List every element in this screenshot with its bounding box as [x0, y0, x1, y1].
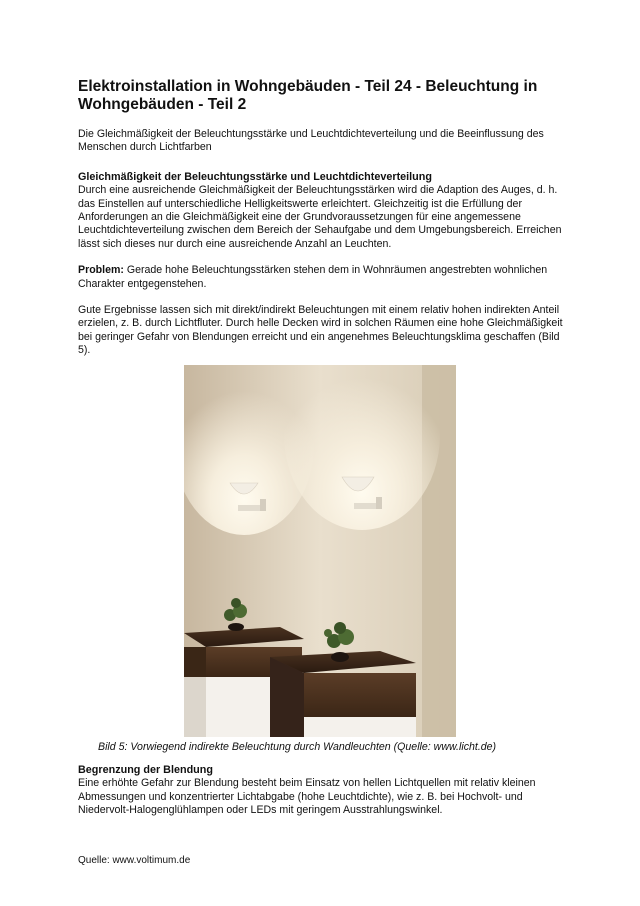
side-table-right: [270, 651, 416, 737]
figure-wall-lights-photo: [184, 365, 456, 737]
problem-label: Problem:: [78, 264, 124, 277]
document-page: [78, 78, 564, 817]
figure-caption: Bild 5: Vorwiegend indirekte Beleuchtung durch Wandleuchten (Quelle: www.licht.de): [98, 740, 497, 753]
source-note: Quelle: www.voltimum.de: [78, 855, 191, 866]
document-title: Elektroinstallation in Wohngebäuden - Teil 24 - Beleuchtung in Wohngebäuden - Teil 2: [78, 78, 538, 113]
lighting-results-paragraph: Gute Ergebnisse lassen sich mit direkt/indirekt Beleuchtungen mit einem relativ hohen indirekten Anteil erzielen, z. B. durch Lichtfluter. Durch helle Decken wird in solchen Räumen eine hohe Gleichmäßigkeit bei geringer Gefahr von Blendungen erreicht und ein angenehmes Beleuchtungsklima geschaffen (Bild 5).: [78, 304, 563, 357]
problem-paragraph: [78, 264, 564, 291]
wall-lights-photo-illustration: [184, 365, 456, 737]
section-body-uniformity: Durch eine ausreichende Gleichmäßigkeit der Beleuchtungsstärken wird die Adaption des Auges, d. h. das Einstellen auf unterschiedliche Helligkeitswerte erleichtert. Gleichzeitig ist die Erfüllung der Anforderungen an die Gleichmäßigkeit eine der Grundvoraussetzungen für eine angemessene Leuchtdichteverteilung zwischen dem Bereich der Sehaufgabe und dem Umgebungsbereich. Erreichen lässt sich dieses nur durch eine ausreichende Anzahl an Leuchten.: [78, 184, 562, 250]
section-body-glare: Eine erhöhte Gefahr zur Blendung besteht beim Einsatz von hellen Lichtquellen mit relativ kleinen Abmessungen und konzentrierter Lichtabgabe (hohe Leuchtdichte), wie z. B. bei Hochvolt- und Niedervolt-Halogenglühlampen oder LEDs mit geringem Ausstrahlungswinkel.: [78, 777, 536, 816]
section-heading-glare: Begrenzung der Blendung: [78, 763, 213, 776]
section-heading-uniformity: Gleichmäßigkeit der Beleuchtungsstärke und Leuchtdichteverteilung: [78, 170, 432, 183]
intro-paragraph: Die Gleichmäßigkeit der Beleuchtungsstärke und Leuchtdichteverteilung und die Beeinflussung des Menschen durch Lichtfarben: [78, 128, 544, 154]
problem-text: Gerade hohe Beleuchtungsstärken stehen dem in Wohnräumen angestrebten wohnlichen Charakter entgegenstehen.: [78, 264, 548, 290]
